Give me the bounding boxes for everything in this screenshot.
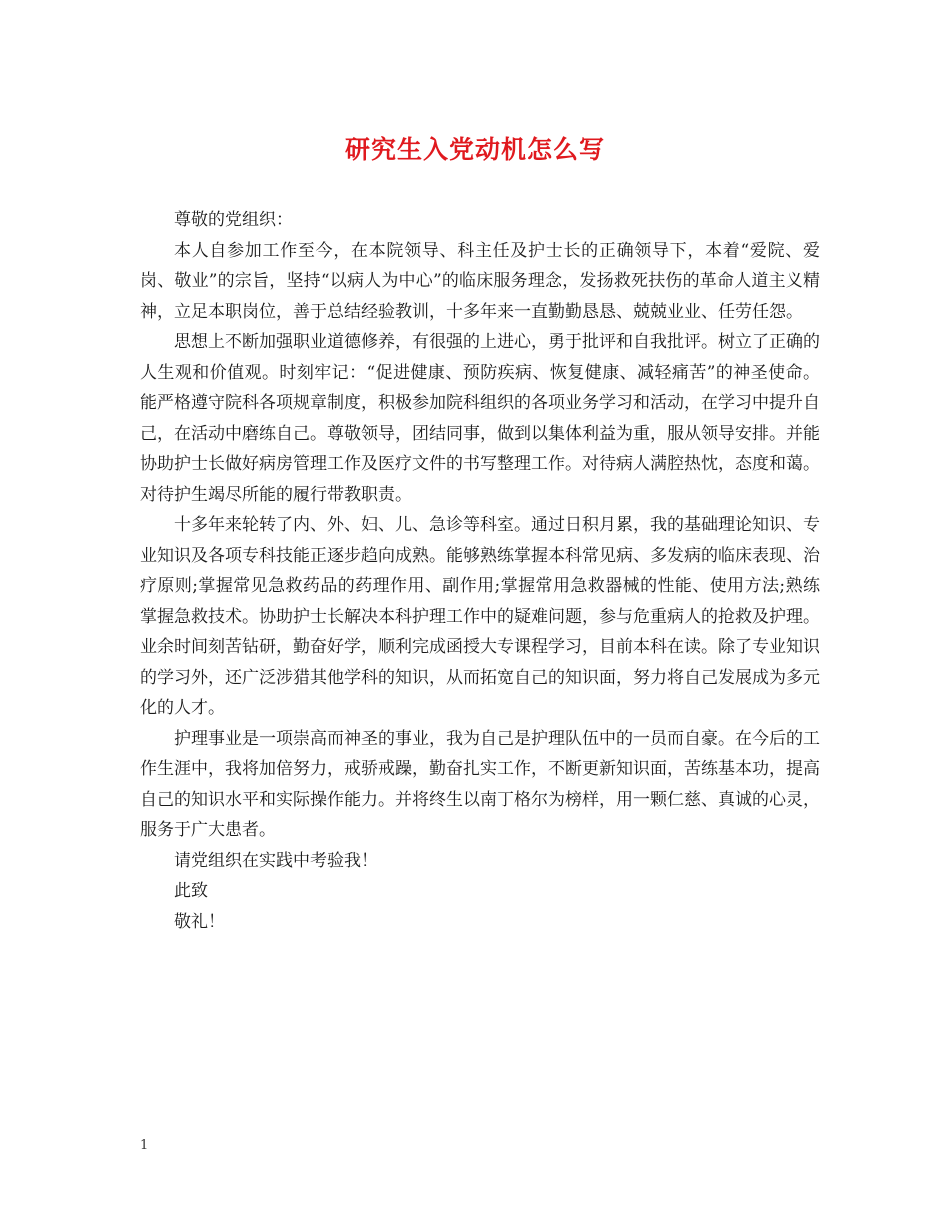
- paragraph-request: 请党组织在实践中考验我！: [174, 850, 378, 871]
- closing-salute: 敬礼！: [174, 911, 225, 932]
- page-number: 1: [140, 1138, 149, 1153]
- document-body: [140, 205, 820, 937]
- paragraph-intro: 本人自参加工作至今，在本院领导、科主任及护士长的正确领导下，本着“爱院、爱岗、敬业”的宗旨，坚持“以病人为中心”的临床服务理念，发扬救死扶伤的革命人道主义精神，立足本职岗位，善于总结经验教训，十多年来一直勤勤恳恳、兢兢业业、任劳任怨。: [140, 240, 820, 322]
- paragraph-ideology: 思想上不断加强职业道德修养，有很强的上进心，勇于批评和自我批评。树立了正确的人生观和价值观。时刻牢记：“促进健康、预防疾病、恢复健康、减轻痛苦”的神圣使命。能严格遵守院科各项规章制度，积极参加院科组织的各项业务学习和活动，在学习中提升自己，在活动中磨练自己。尊敬领导，团结同事，做到以集体利益为重，服从领导安排。并能协助护士长做好病房管理工作及医疗文件的书写整理工作。对待病人满腔热忱，态度和蔼。对待护生竭尽所能的履行带教职责。: [140, 332, 820, 505]
- document-title: 研究生入党动机怎么写: [344, 135, 605, 164]
- closing-greeting: 此致: [174, 881, 208, 901]
- salutation: 尊敬的党组织：: [174, 210, 293, 230]
- paragraph-career: 护理事业是一项崇高而神圣的事业，我为自己是护理队伍中的一员而自豪。在今后的工作生涯中，我将加倍努力，戒骄戒躁，勤奋扎实工作，不断更新知识面，苦练基本功，提高自己的知识水平和实际操作能力。并将终生以南丁格尔为榜样，用一颗仁慈、真诚的心灵，服务于广大患者。: [140, 728, 820, 840]
- paragraph-experience: 十多年来轮转了内、外、妇、儿、急诊等科室。通过日积月累，我的基础理论知识、专业知识及各项专科技能正逐步趋向成熟。能够熟练掌握本科常见病、多发病的临床表现、治疗原则;掌握常见急救药品的药理作用、副作用;掌握常用急救器械的性能、使用方法;熟练掌握急救技术。协助护士长解决本科护理工作中的疑难问题，参与危重病人的抢救及护理。业余时间刻苦钻研，勤奋好学，顺利完成函授大专课程学习，目前本科在读。除了专业知识的学习外，还广泛涉猎其他学科的知识，从而拓宽自己的知识面，努力将自己发展成为多元化的人才。: [140, 515, 820, 718]
